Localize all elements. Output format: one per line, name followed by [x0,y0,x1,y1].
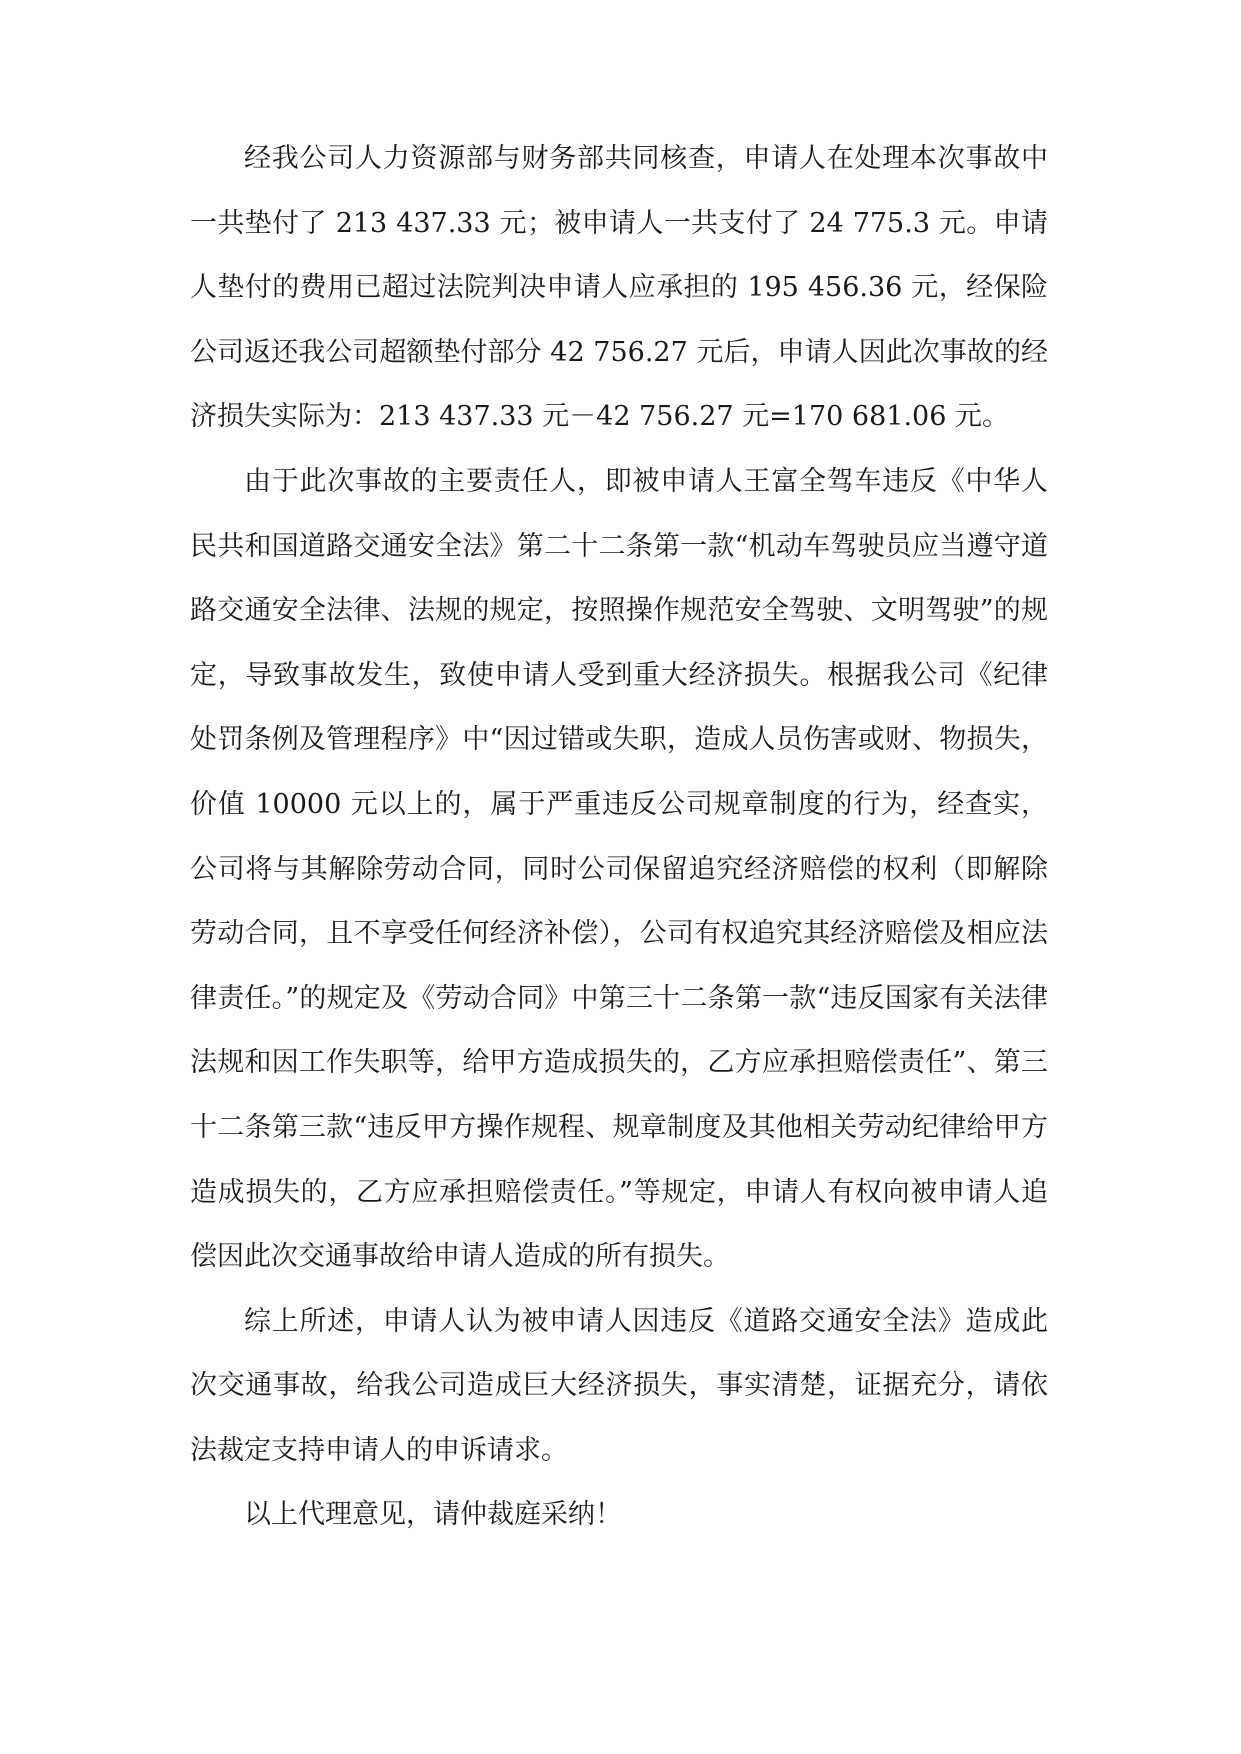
paragraph-closing: 以上代理意见，请仲裁庭采纳！ [244,1499,622,1531]
paragraph-legal-basis: 由于此次事故的主要责任人，即被申请人王富全驾车违反《中华人民共和国道路交通安全法》第二十二条第一款“机动车驾驶员应当遵守道路交通安全法律、法规的规定，按照操作规范安全驾驶、文明驾驶”的规定，导致事故发生，致使申请人受到重大经济损失。根据我公司《纪律处罚条例及管理程序》中“因过错或失职，造成人员伤害或财、物损失，价值 10000 元以上的，属于严重违反公司规章制度的行为，经查实，公司将与其解除劳动合同，同时公司保留追究经济赔偿的权利（即解除劳动合同，且不享受任何经济补偿），公司有权追究其经济赔偿及相应法律责任。”的规定及《劳动合同》中第三十二条第一款“违反国家有关法律法规和因工作失职等，给甲方造成损失的，乙方应承担赔偿责任”、第三十二条第三款“违反甲方操作规程、规章制度及其他相关劳动纪律给甲方造成损失的，乙方应承担赔偿责任。”等规定，申请人有权向被申请人追偿因此次交通事故给申请人造成的所有损失。 [190,465,1048,1273]
paragraph-conclusion: 综上所述，申请人认为被申请人因违反《道路交通安全法》造成此次交通事故，给我公司造成巨大经济损失，事实清楚，证据充分，请依法裁定支持申请人的申诉请求。 [190,1305,1048,1466]
paragraph-expense-summary: 经我公司人力资源部与财务部共同核查，申请人在处理本次事故中一共垫付了 213 437.33 元；被申请人一共支付了 24 775.3 元。申请人垫付的费用已超过法院判决申请人应承担的 195 456.36 元，经保险公司返还我公司超额垫付部分 42 756.27 元后，申请人因此次事故的经济损失实际为：213 437.33 元－42 756.27 元=170 681.06 元。 [190,143,1048,433]
document-body [190,127,1048,1548]
